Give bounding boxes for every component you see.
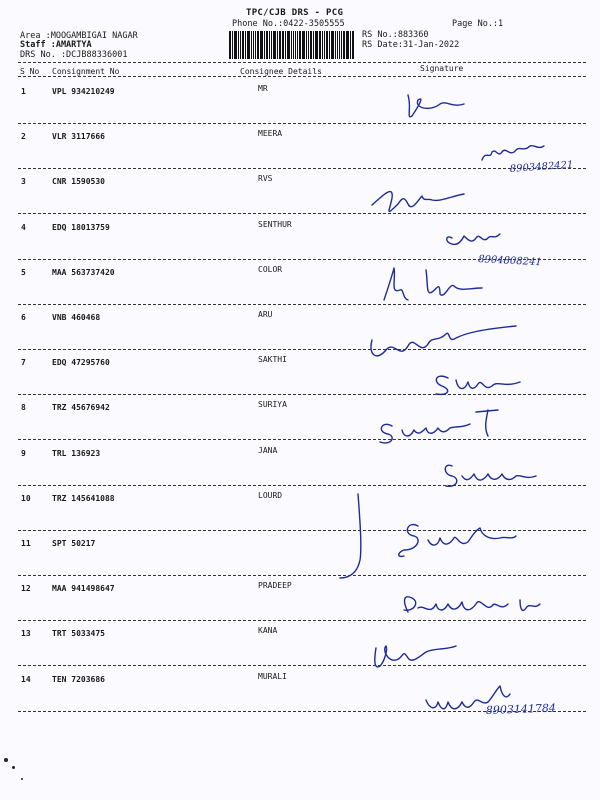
row-consignment-no: TEN 7203686 — [52, 675, 105, 684]
row-consignee: JANA — [258, 446, 278, 455]
row-divider — [18, 123, 586, 124]
row-consignee: ARU — [258, 310, 273, 319]
barcode-bar — [322, 31, 323, 59]
row-consignment-no: VNB 460468 — [52, 313, 101, 322]
barcode-bar — [238, 31, 239, 59]
row-divider — [18, 259, 586, 260]
row-sno: 2 — [21, 132, 26, 141]
drs-number: DRS No. :DCJB88336001 — [20, 50, 128, 60]
row-consignment-no: MAA 941498647 — [52, 584, 115, 593]
row-sno: 1 — [21, 87, 26, 96]
page-number: Page No.:1 — [452, 19, 504, 29]
row-sno: 14 — [21, 675, 31, 684]
signature-8 — [380, 410, 498, 443]
row-sno: 10 — [21, 494, 31, 503]
barcode-bar — [308, 31, 309, 59]
barcode-bar — [257, 31, 259, 59]
signature-14 — [426, 686, 510, 709]
barcode-bar — [245, 31, 246, 59]
row-sno: 9 — [21, 449, 26, 458]
barcode-bar — [287, 31, 290, 59]
column-header-signature: Signature — [420, 64, 464, 73]
row-divider — [18, 304, 586, 305]
row-consignment-no: EDQ 47295760 — [52, 358, 110, 367]
row-sno: 8 — [21, 403, 26, 412]
barcode-bar — [302, 31, 305, 59]
barcode-bar — [240, 31, 241, 59]
row-divider — [18, 711, 586, 712]
row-divider — [18, 575, 586, 576]
row-consignment-no: EDQ 18013759 — [52, 223, 110, 232]
barcode-bar — [282, 31, 284, 59]
barcode-bar — [232, 31, 233, 59]
barcode-bar — [329, 31, 330, 59]
signature-1 — [408, 95, 464, 117]
row-divider — [18, 485, 586, 486]
row-divider — [18, 665, 586, 666]
barcode-bar — [291, 31, 292, 59]
barcode-bar — [271, 31, 272, 59]
signature-2-number: 8903482421 — [509, 159, 574, 175]
row-consignment-no: VLR 3117666 — [52, 132, 105, 141]
row-consignee: RVS — [258, 174, 273, 183]
row-consignment-no: TRT 5033475 — [52, 629, 105, 638]
row-divider — [18, 213, 586, 214]
row-consignment-no: SPT 50217 — [52, 539, 96, 548]
row-sno: 4 — [21, 223, 26, 232]
row-consignee: MR — [258, 84, 268, 93]
row-consignment-no: TRL 136923 — [52, 449, 101, 458]
signature-14-number: 8903141784 — [485, 701, 557, 717]
signature-4-number: 8904808241 — [477, 254, 542, 269]
barcode-bar — [324, 31, 325, 59]
barcode-bar — [277, 31, 278, 59]
signature-9 — [445, 465, 536, 486]
row-divider — [18, 620, 586, 621]
barcode-bar — [337, 31, 339, 59]
row-consignee: KANA — [258, 626, 278, 635]
barcode-bar — [285, 31, 286, 59]
row-consignment-no: TRZ 45676942 — [52, 403, 110, 412]
barcode-bar — [315, 31, 318, 59]
barcode-bar — [299, 31, 301, 59]
barcode-bar — [335, 31, 336, 59]
barcode-bar — [251, 31, 253, 59]
barcode-bar — [255, 31, 256, 59]
scan-speck — [21, 778, 23, 780]
row-divider — [18, 530, 586, 531]
rs-date: RS Date:31-Jan-2022 — [362, 40, 460, 50]
barcode-bar — [343, 31, 345, 59]
column-header-consignee: Consignee Details — [240, 67, 322, 76]
signature-13 — [375, 646, 456, 667]
row-sno: 11 — [21, 539, 31, 548]
barcode-bar — [247, 31, 250, 59]
row-sno: 5 — [21, 268, 26, 277]
row-consignee: SENTHUR — [258, 220, 292, 229]
row-divider — [18, 168, 586, 169]
barcode-bar — [341, 31, 342, 59]
row-consignment-no: TRZ 145641088 — [52, 494, 115, 503]
barcode-bar — [279, 31, 281, 59]
header-divider — [18, 62, 586, 63]
barcode-bar — [297, 31, 298, 59]
signature-12 — [404, 597, 540, 612]
row-divider — [18, 349, 586, 350]
barcode-bar — [310, 31, 312, 59]
column-header-sno: S No — [20, 67, 40, 76]
column-header-consignment: Consignment No — [52, 67, 120, 76]
barcode-bar — [253, 31, 254, 59]
barcode-bar — [269, 31, 270, 59]
row-divider — [18, 394, 586, 395]
barcode-bar — [273, 31, 276, 59]
row-consignment-no: VPL 934210249 — [52, 87, 115, 96]
row-sno: 6 — [21, 313, 26, 322]
barcode-bar — [350, 31, 351, 59]
signature-6 — [371, 326, 516, 356]
row-sno: 13 — [21, 629, 31, 638]
barcode-bar — [234, 31, 237, 59]
barcode-bar — [346, 31, 349, 59]
barcode — [229, 31, 355, 59]
scan-speck — [12, 766, 15, 769]
rs-number: RS No.:883360 — [362, 30, 429, 40]
barcode-bar — [331, 31, 334, 59]
sheet-title: TPC/CJB DRS - PCG — [246, 8, 344, 18]
barcode-bar — [266, 31, 268, 59]
barcode-bar — [293, 31, 294, 59]
barcode-bar — [313, 31, 314, 59]
row-sno: 7 — [21, 358, 26, 367]
row-sno: 12 — [21, 584, 31, 593]
barcode-bar — [242, 31, 244, 59]
signature-2 — [482, 146, 544, 160]
row-consignee: SAKTHI — [258, 355, 287, 364]
row-consignee: MURALI — [258, 672, 287, 681]
signature-3 — [372, 192, 464, 212]
row-consignment-no: CNR 1590530 — [52, 177, 105, 186]
barcode-bar — [339, 31, 340, 59]
column-divider — [18, 76, 586, 77]
barcode-bar — [326, 31, 328, 59]
row-consignee: COLOR — [258, 265, 283, 274]
barcode-bar — [352, 31, 354, 59]
signature-10-vertical-stroke — [340, 494, 361, 578]
row-consignee: PRADEEP — [258, 581, 292, 590]
barcode-bar — [295, 31, 297, 59]
barcode-bar — [319, 31, 321, 59]
row-consignee: MEERA — [258, 129, 283, 138]
signature-7 — [436, 376, 520, 394]
row-consignee: SURIYA — [258, 400, 287, 409]
row-consignment-no: MAA 563737420 — [52, 268, 115, 277]
row-divider — [18, 439, 586, 440]
scan-speck — [4, 758, 8, 762]
staff-label: Staff :AMARTYA — [20, 40, 92, 50]
barcode-bar — [264, 31, 265, 59]
area-label: Area :MOOGAMBIGAI NAGAR — [20, 31, 138, 41]
row-sno: 3 — [21, 177, 26, 186]
barcode-bar — [260, 31, 263, 59]
row-consignee: LOURD — [258, 491, 283, 500]
barcode-bar — [229, 31, 231, 59]
phone-number: Phone No.:0422-3505555 — [232, 19, 345, 29]
signature-5 — [384, 268, 482, 300]
barcode-bar — [306, 31, 307, 59]
signature-4 — [447, 234, 500, 244]
